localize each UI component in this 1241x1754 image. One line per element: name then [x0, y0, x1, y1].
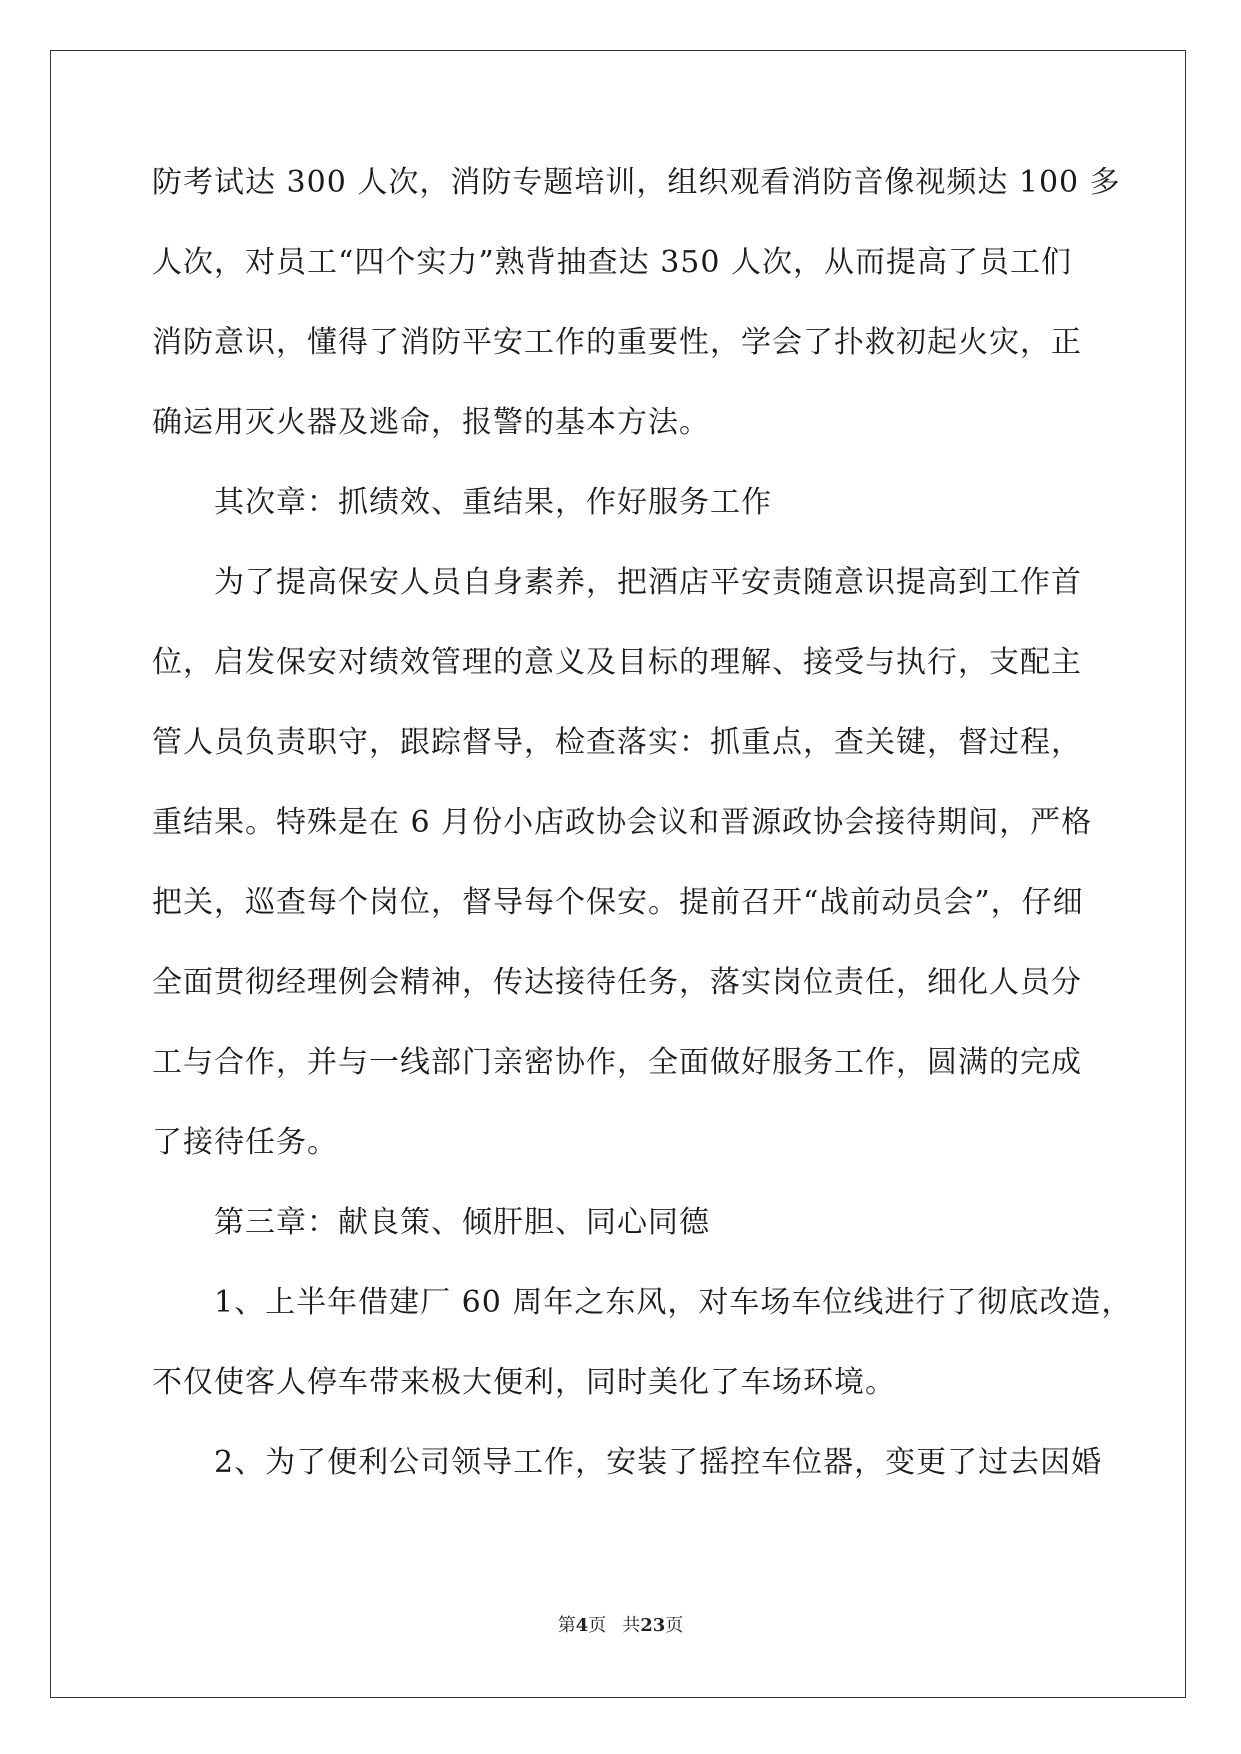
text-line: 重结果。特殊是在 6 月份小店政协会议和晋源政协会接待期间，严格 — [152, 805, 1093, 840]
text-line: 工与合作，并与一线部门亲密协作，全面做好服务工作，圆满的完成 — [152, 1045, 1082, 1080]
total-prefix: 共 — [622, 1615, 641, 1636]
total-pages: 23 — [640, 1615, 666, 1636]
text-line: 管人员负责职守，跟踪督导，检查落实：抓重点，查关键，督过程， — [152, 725, 1082, 760]
text-line: 人次，对员工“四个实力”熟背抽查达 350 人次，从而提高了员工们 — [152, 245, 1073, 280]
section-heading: 其次章：抓绩效、重结果，作好服务工作 — [214, 485, 772, 520]
page-number: 4 — [575, 1615, 589, 1636]
text-line: 把关，巡查每个岗位，督导每个保安。提前召开“战前动员会”，仔细 — [152, 885, 1084, 920]
section-heading: 第三章：献良策、倾肝胆、同心同德 — [214, 1205, 710, 1240]
text-line: 了接待任务。 — [152, 1125, 338, 1160]
text-line: 1、上半年借建厂 60 周年之东风，对车场车位线进行了彻底改造， — [214, 1285, 1133, 1320]
text-line: 2、为了便利公司领导工作，安装了摇控车位器，变更了过去因婚 — [214, 1445, 1103, 1480]
text-line: 为了提高保安人员自身素养，把酒店平安责随意识提高到工作首 — [214, 565, 1082, 600]
page-prefix: 第 — [557, 1615, 576, 1636]
page-suffix: 页 — [588, 1615, 607, 1636]
text-line: 位，启发保安对绩效管理的意义及目标的理解、接受与执行，支配主 — [152, 645, 1082, 680]
text-line: 不仅使客人停车带来极大便利，同时美化了车场环境。 — [152, 1365, 896, 1400]
text-line: 全面贯彻经理例会精神，传达接待任务，落实岗位责任，细化人员分 — [152, 965, 1082, 1000]
total-suffix: 页 — [665, 1615, 684, 1636]
page-footer — [0, 1614, 1241, 1638]
text-line: 消防意识，懂得了消防平安工作的重要性，学会了扑救初起火灾，正 — [152, 325, 1082, 360]
text-line: 防考试达 300 人次，消防专题培训，组织观看消防音像视频达 100 多 — [152, 165, 1121, 200]
document-body — [152, 162, 1133, 1522]
text-line: 确运用灭火器及逃命，报警的基本方法。 — [152, 405, 710, 440]
